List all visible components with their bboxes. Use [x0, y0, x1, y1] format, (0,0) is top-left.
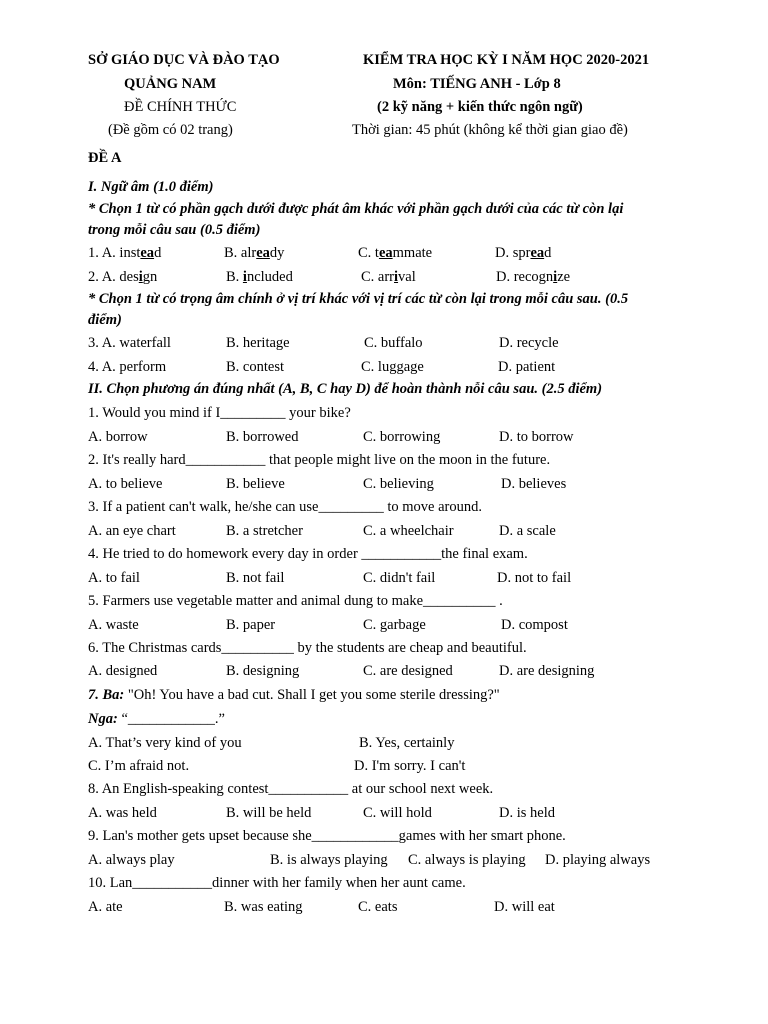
s2-q9-option-d: D. playing always — [545, 852, 651, 868]
department-name: SỞ GIÁO DỤC VÀ ĐÀO TẠO — [88, 52, 280, 68]
s2-q4-option-a: A. to fail — [88, 570, 140, 586]
s2-q5-stem: 5. Farmers use vegetable matter and animal dung to make__________ . — [88, 593, 503, 609]
q2-option-d: D. recognize — [496, 269, 571, 285]
s2-q6-option-b: B. designing — [226, 663, 300, 679]
s2-q10-option-a: A. ate — [88, 899, 123, 915]
s2-q9-option-b: B. is always playing — [270, 852, 388, 868]
s2-q3-option-c: C. a wheelchair — [363, 523, 454, 539]
section-1-instruction-b-cont: điểm) — [88, 312, 122, 328]
province-name: QUẢNG NAM — [124, 76, 217, 92]
section-1-instruction-a-cont: trong mỗi câu sau (0.5 điểm) — [88, 222, 261, 238]
s2-q1-option-d: D. to borrow — [499, 429, 574, 445]
s2-q4-option-d: D. not to fail — [497, 570, 572, 586]
q4-option-a: 4. A. perform — [88, 359, 167, 375]
s2-q3-option-b: B. a stretcher — [226, 523, 303, 539]
q4-option-d: D. patient — [498, 359, 556, 375]
q1-option-d: D. spread — [495, 245, 552, 261]
s2-q8-option-a: A. was held — [88, 805, 157, 821]
section-1-instruction-a: * Chọn 1 từ có phần gạch dưới được phát âm khác với phần gạch dưới của các từ còn lại — [88, 201, 624, 217]
q2-option-c: C. arrival — [361, 269, 416, 285]
q1-option-c: C. teammate — [358, 245, 433, 261]
section-1-title: I. Ngữ âm (1.0 điểm) — [88, 179, 214, 195]
s2-q9-option-c: C. always is playing — [408, 852, 526, 868]
s2-q10-option-b: B. was eating — [224, 899, 303, 915]
section-1-instruction-b: * Chọn 1 từ có trọng âm chính ở vị trí khác với vị trí các từ còn lại trong mỗi câu sau. (0.5 — [88, 291, 629, 307]
s2-q8-option-c: C. will hold — [363, 805, 432, 821]
exam-code: ĐỀ A — [88, 150, 122, 166]
s2-q5-option-c: C. garbage — [363, 617, 426, 633]
s2-q5-option-b: B. paper — [226, 617, 276, 633]
q2-option-a: 2. A. design — [88, 269, 158, 285]
s2-q1-stem: 1. Would you mind if I_________ your bike? — [88, 405, 351, 421]
q3-option-d: D. recycle — [499, 335, 559, 351]
q4-option-c: C. luggage — [361, 359, 424, 375]
s2-q7-nga-line: Nga: “____________.” — [88, 711, 225, 727]
s2-q3-option-d: D. a scale — [499, 523, 556, 539]
s2-q1-option-a: A. borrow — [88, 429, 148, 445]
q2-option-b: B. included — [226, 269, 293, 285]
s2-q2-option-d: D. believes — [501, 476, 567, 492]
s2-q4-option-b: B. not fail — [226, 570, 285, 586]
s2-q4-stem: 4. He tried to do homework every day in order ___________the final exam. — [88, 546, 528, 562]
skills-note: (2 kỹ năng + kiến thức ngôn ngữ) — [377, 99, 583, 115]
s2-q8-option-b: B. will be held — [226, 805, 312, 821]
s2-q2-option-a: A. to believe — [88, 476, 163, 492]
s2-q10-option-d: D. will eat — [494, 899, 555, 915]
official-label: ĐỀ CHÍNH THỨC — [124, 99, 237, 115]
s2-q8-stem: 8. An English-speaking contest___________ at our school next week. — [88, 781, 494, 797]
q1-option-a: 1. A. instead — [88, 245, 162, 261]
q1-option-b: B. already — [224, 245, 285, 261]
s2-q3-option-a: A. an eye chart — [88, 523, 176, 539]
s2-q4-option-c: C. didn't fail — [363, 570, 436, 586]
s2-q10-option-c: C. eats — [358, 899, 398, 915]
s2-q10-stem: 10. Lan___________dinner with her family when her aunt came. — [88, 875, 466, 891]
s2-q5-option-a: A. waste — [88, 617, 139, 633]
q3-option-b: B. heritage — [226, 335, 290, 351]
s2-q7-option-c: C. I’m afraid not. — [88, 758, 190, 774]
s2-q2-option-b: B. believe — [226, 476, 285, 492]
s2-q6-option-d: D. are designing — [499, 663, 595, 679]
s2-q7-option-a: A. That’s very kind of you — [88, 735, 242, 751]
s2-q7-option-d: D. I'm sorry. I can't — [354, 758, 466, 774]
s2-q7-ba-line: 7. Ba: "Oh! You have a bad cut. Shall I get you some sterile dressing?" — [88, 687, 500, 703]
s2-q6-option-a: A. designed — [88, 663, 158, 679]
s2-q5-option-d: D. compost — [501, 617, 568, 633]
s2-q2-stem: 2. It's really hard___________ that people might live on the moon in the future. — [88, 452, 551, 468]
s2-q8-option-d: D. is held — [499, 805, 555, 821]
exam-title: KIỂM TRA HỌC KỲ I NĂM HỌC 2020-2021 — [363, 52, 650, 68]
q4-option-b: B. contest — [226, 359, 284, 375]
s2-q1-option-b: B. borrowed — [226, 429, 299, 445]
subject-label: Môn: TIẾNG ANH - Lớp 8 — [393, 76, 561, 92]
s2-q1-option-c: C. borrowing — [363, 429, 441, 445]
s2-q9-stem: 9. Lan's mother gets upset because she____________games with her smart phone. — [88, 828, 566, 844]
s2-q6-option-c: C. are designed — [363, 663, 453, 679]
q3-option-a: 3. A. waterfall — [88, 335, 171, 351]
q3-option-c: C. buffalo — [364, 335, 423, 351]
s2-q3-stem: 3. If a patient can't walk, he/she can use_________ to move around. — [88, 499, 482, 515]
s2-q9-option-a: A. always play — [88, 852, 175, 868]
s2-q7-option-b: B. Yes, certainly — [359, 735, 455, 751]
page-count-note: (Đề gồm có 02 trang) — [108, 122, 233, 138]
section-2-title: II. Chọn phương án đúng nhất (A, B, C hay D) để hoàn thành nỗi câu sau. (2.5 điểm) — [88, 381, 603, 397]
time-note: Thời gian: 45 phút (không kể thời gian giao đề) — [352, 122, 628, 138]
s2-q6-stem: 6. The Christmas cards__________ by the students are cheap and beautiful. — [88, 640, 527, 656]
s2-q2-option-c: C. believing — [363, 476, 434, 492]
